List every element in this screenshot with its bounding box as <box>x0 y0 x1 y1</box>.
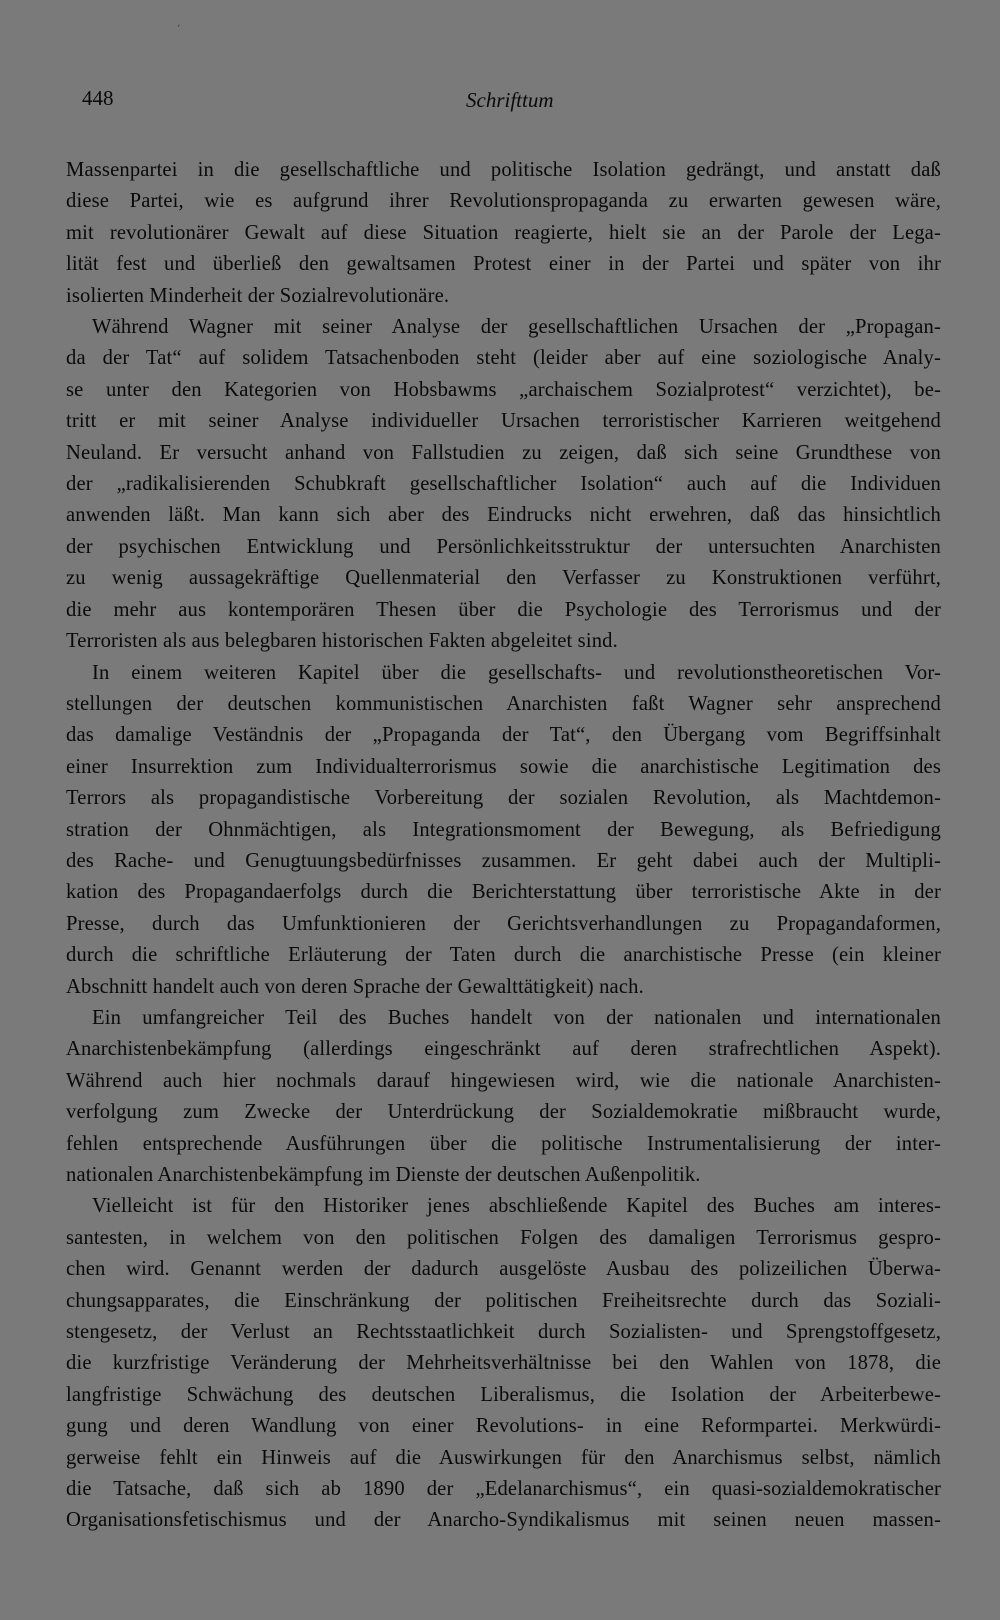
text-line: nationalen Anarchistenbekämpfung im Dienste der deutschen Außenpolitik. <box>66 1164 701 1186</box>
text-line: se unter den Kategorien von Hobsbawms „archaischem Sozialprotest“ verzichtet), be- <box>66 378 941 401</box>
text-line: kation des Propagandaerfolgs durch die Berichterstattung über terroristische Akte in der <box>66 881 941 904</box>
text-line: stellungen der deutschen kommunistischen Anarchisten faßt Wagner sehr ansprechend <box>66 692 941 715</box>
text-line: diese Partei, wie es aufgrund ihrer Revolutionspropaganda zu erwarten gewesen wäre, <box>66 190 941 213</box>
text-line: anwenden läßt. Man kann sich aber des Eindrucks nicht erwehren, daß das hinsichtlich <box>66 504 941 527</box>
text-line: In einem weiteren Kapitel über die gesellschafts- und revolutionstheoretischen Vor- <box>92 661 941 684</box>
text-line: tritt er mit seiner Analyse individueller Ursachen terroristischer Karrieren weitgehend <box>66 410 941 433</box>
text-line: Massenpartei in die gesellschaftliche und politische Isolation gedrängt, und anstatt daß <box>66 159 941 181</box>
text-line: die mehr aus kontemporären Thesen über die Psychologie des Terrorismus und der <box>66 598 941 621</box>
text-line: mit revolutionärer Gewalt auf diese Situation reagierte, hielt sie an der Parole der Lega- <box>66 221 941 244</box>
text-line: die kurzfristige Veränderung der Mehrheitsverhältnisse bei den Wahlen von 1878, die <box>66 1352 941 1375</box>
text-line: Abschnitt handelt auch von deren Sprache der Gewalttätigkeit) nach. <box>66 975 644 998</box>
text-line: stration der Ohnmächtigen, als Integrationsmoment der Bewegung, als Befriedigung <box>66 818 941 841</box>
text-line: stengesetz, der Verlust an Rechtsstaatlichkeit durch Sozialisten- und Sprengstoffgesetz, <box>66 1321 941 1344</box>
text-line: Presse, durch das Umfunktionieren der Gerichtsverhandlungen zu Propagandaformen, <box>66 912 941 935</box>
text-line: Vielleicht ist für den Historiker jenes abschließende Kapitel des Buches am interes- <box>92 1195 941 1218</box>
text-line: einer Insurrektion zum Individualterrorismus sowie die anarchistische Legitimation des <box>66 755 941 778</box>
text-line: chungsapparates, die Einschränkung der politischen Freiheitsrechte durch das Soziali- <box>66 1289 941 1312</box>
text-line: langfristige Schwächung des deutschen Liberalismus, die Isolation der Arbeiterbewe- <box>66 1383 941 1406</box>
scan-mark: ˊ <box>175 21 185 37</box>
text-line: lität fest und überließ den gewaltsamen Protest einer in der Partei und später von ihr <box>66 253 941 276</box>
paragraph-3 <box>66 658 941 1003</box>
text-line: chen wird. Genannt werden der dadurch ausgelöste Ausbau des polizeilichen Überwa- <box>66 1258 941 1281</box>
text-line: Anarchistenbekämpfung (allerdings eingeschränkt auf deren strafrechtlichen Aspekt). <box>66 1038 941 1061</box>
text-line: Organisationsfetischismus und der Anarcho-Syndikalismus mit seinen neuen massen- <box>66 1509 941 1532</box>
text-line: gung und deren Wandlung von einer Revolutions- in eine Reformpartei. Merkwürdi- <box>66 1415 941 1438</box>
text-line: der „radikalisierenden Schubkraft gesellschaftlicher Isolation“ auch auf die Individuen <box>66 473 941 496</box>
paragraph-2 <box>66 312 941 657</box>
text-line: Während Wagner mit seiner Analyse der gesellschaftlichen Ursachen der „Propagan- <box>92 316 941 339</box>
text-line: die Tatsache, daß sich ab 1890 der „Edelanarchismus“, ein quasi-sozialdemokratischer <box>66 1478 941 1501</box>
text-line: zu wenig aussagekräftige Quellenmaterial den Verfasser zu Konstruktionen verführt, <box>66 567 941 590</box>
text-line: Terrors als propagandistische Vorbereitung der sozialen Revolution, als Machtdemon- <box>66 787 941 810</box>
paragraph-5 <box>66 1191 941 1536</box>
page-number: 448 <box>82 86 114 110</box>
text-line: das damalige Veständnis der „Propaganda der Tat“, den Übergang vom Begriffsinhalt <box>66 724 941 747</box>
paragraph-4 <box>66 1003 941 1191</box>
text-line: santesten, in welchem von den politischen Folgen des damaligen Terrorismus gespro- <box>66 1226 941 1249</box>
text-line: da der Tat“ auf solidem Tatsachenboden steht (leider aber auf eine soziologische Analy- <box>66 347 941 370</box>
paragraph-1 <box>66 155 941 312</box>
text-line: der psychischen Entwicklung und Persönlichkeitsstruktur der untersuchten Anarchisten <box>66 535 941 558</box>
text-line: fehlen entsprechende Ausführungen über die politische Instrumentalisierung der inter- <box>66 1132 941 1155</box>
text-line: isolierten Minderheit der Sozialrevolutionäre. <box>66 284 450 307</box>
text-line: Ein umfangreicher Teil des Buches handelt von der nationalen und internationalen <box>92 1006 941 1029</box>
text-line: Terroristen als aus belegbaren historischen Fakten abgeleitet sind. <box>66 630 618 653</box>
text-line: gerweise fehlt ein Hinweis auf die Auswirkungen für den Anarchismus selbst, nämlich <box>66 1446 941 1469</box>
text-line: verfolgung zum Zwecke der Unterdrückung der Sozialdemokratie mißbraucht wurde, <box>66 1101 941 1124</box>
text-line: Während auch hier nochmals darauf hingewiesen wird, wie die nationale Anarchisten- <box>66 1069 941 1092</box>
text-line: Neuland. Er versucht anhand von Fallstudien zu zeigen, daß sich seine Grundthese von <box>66 441 941 464</box>
body-text <box>66 155 941 1537</box>
text-line: des Rache- und Genugtuungsbedürfnisses zusammen. Er geht dabei auch der Multipli- <box>66 849 941 872</box>
running-head: Schrifttum <box>466 88 554 112</box>
text-line: durch die schriftliche Erläuterung der Taten durch die anarchistische Presse (ein kleiner <box>66 944 941 967</box>
